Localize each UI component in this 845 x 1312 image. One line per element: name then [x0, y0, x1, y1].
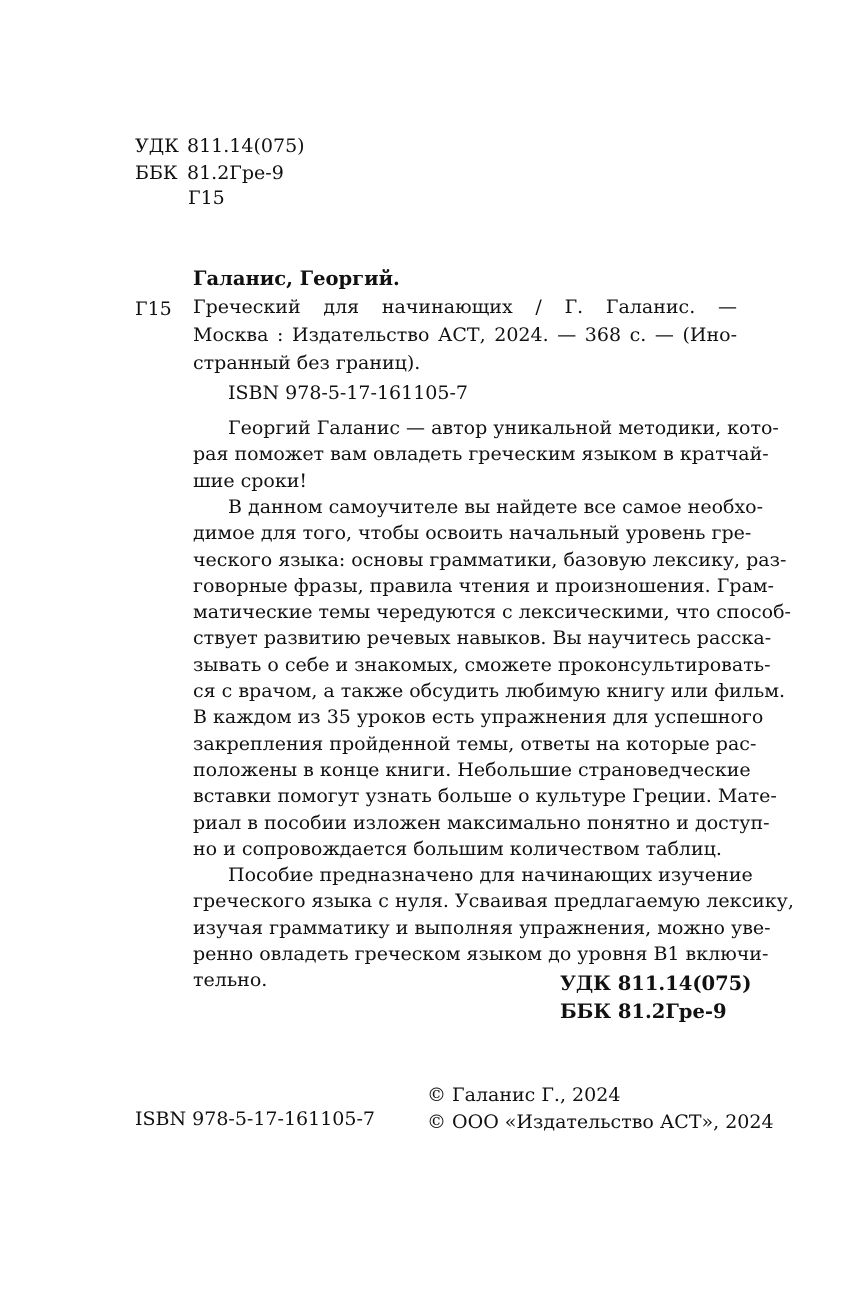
copyright-publisher: © ООО «Издательство АСТ», 2024 — [427, 1111, 774, 1133]
annotation-line: положены в конце книги. Небольшие страноведческие — [193, 758, 751, 781]
classification-bottom — [560, 970, 751, 1026]
annotation-line: но и сопровождается большим количеством таблиц. — [193, 837, 722, 860]
annotation-line: зывать о себе и знакомых, сможете проконсультировать- — [193, 653, 771, 676]
classification-top — [135, 133, 305, 187]
author-heading: Галанис, Георгий. — [193, 267, 400, 290]
biblio-line: Москва : Издательство АСТ, 2024. — 368 с. — (Ино- — [193, 324, 737, 346]
annotation-line: изучая грамматику и выполняя упражнения, можно уве- — [193, 916, 771, 939]
annotation-line: В каждом из 35 уроков есть упражнения для успешного — [193, 706, 764, 729]
annotation-line: закрепления пройденной темы, ответы на которые рас- — [193, 732, 757, 755]
udk-bottom: УДК 811.14(075) — [560, 972, 752, 995]
author-mark-top: Г15 — [188, 187, 225, 209]
copyright-block — [427, 1082, 774, 1136]
isbn-main: ISBN 978-5-17-161105-7 — [228, 382, 468, 404]
annotation-line: ствует развитию речевых навыков. Вы научитесь расска- — [193, 627, 772, 650]
annotation-line: риал в пособии изложен максимально понятно и доступ- — [193, 811, 770, 834]
annotation-line: ся с врачом, а также обсудить любимую книгу или фильм. — [193, 680, 786, 702]
bbk-bottom: ББК 81.2Гре-9 — [560, 1000, 727, 1023]
annotation-line: тельно. — [193, 969, 268, 992]
author-mark-side: Г15 — [135, 298, 172, 320]
annotation-line: говорные фразы, правила чтения и произношения. Грам- — [193, 574, 774, 597]
annotation-line: шие сроки! — [193, 469, 308, 492]
annotation-line: димое для того, чтобы освоить начальный уровень гре- — [193, 522, 752, 545]
biblio-line: странный без границ). — [193, 352, 421, 374]
bbk-label: ББК — [135, 162, 178, 184]
annotation-line: Георгий Галанис — автор уникальной методики, кото- — [228, 417, 779, 439]
annotation-line: матические темы чередуются с лексическими, что способ- — [193, 601, 791, 624]
annotation-line: ческого языка: основы грамматики, базовую лексику, раз- — [193, 548, 787, 571]
annotation-line: В данном самоучителе вы найдете все самое необхо- — [228, 495, 764, 518]
bibliographic-description — [193, 296, 737, 380]
annotation-line: Пособие предназначено для начинающих изучение — [228, 864, 753, 887]
annotation-line: ренно овладеть греческом языком до уровня B1 включи- — [193, 943, 769, 965]
annotation-line: рая поможет вам овладеть греческим языком в кратчай- — [193, 443, 769, 466]
udk-label: УДК — [135, 135, 179, 157]
copyright-author: © Галанис Г., 2024 — [427, 1084, 621, 1106]
annotation-line: греческого языка с нуля. Усваивая предлагаемую лексику, — [193, 890, 794, 913]
annotation-line: вставки помогут узнать больше о культуре Греции. Мате- — [193, 785, 777, 808]
udk-row — [135, 133, 305, 160]
biblio-line: Греческий для начинающих / Г. Галанис. — — [193, 296, 737, 318]
bbk-row — [135, 160, 305, 187]
bbk-value: 81.2Гре-9 — [187, 162, 284, 184]
udk-value: 811.14(075) — [187, 135, 305, 157]
isbn-footer: ISBN 978-5-17-161105-7 — [135, 1108, 375, 1130]
